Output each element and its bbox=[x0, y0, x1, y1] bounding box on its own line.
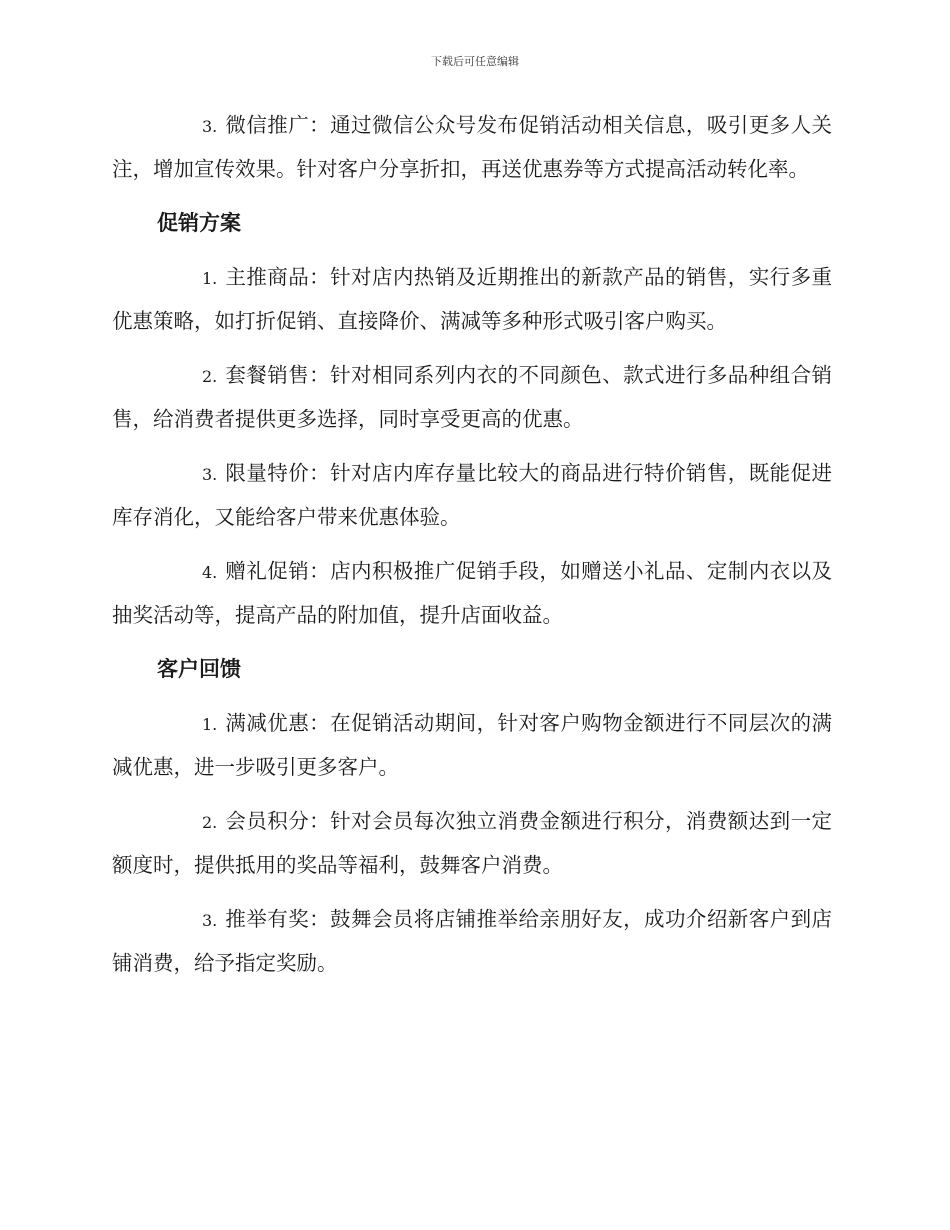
list-item-text: 限量特价：针对店内库存量比较大的商品进行特价销售，既能促进库存消化，又能给客户带来优惠体验。 bbox=[112, 461, 832, 529]
list-item bbox=[112, 898, 832, 985]
document-body bbox=[112, 104, 832, 996]
list-item-text: 满减优惠：在促销活动期间，针对客户购物金额进行不同层次的满减优惠，进一步吸引更多客户。 bbox=[112, 711, 832, 779]
list-item bbox=[112, 800, 832, 887]
list-item-text: 赠礼促销：店内积极推广促销手段，如赠送小礼品、定制内衣以及抽奖活动等，提高产品的附加值，提升店面收益。 bbox=[112, 559, 832, 627]
list-item-number: 2. bbox=[202, 367, 218, 386]
list-item bbox=[112, 550, 832, 637]
list-item bbox=[112, 702, 832, 789]
list-item-text: 推举有奖：鼓舞会员将店铺推举给亲朋好友，成功介绍新客户到店铺消费，给予指定奖励。 bbox=[112, 907, 832, 975]
list-item-number: 1. bbox=[202, 269, 218, 288]
list-item-number: 3. bbox=[202, 117, 218, 136]
list-item bbox=[112, 354, 832, 441]
list-item bbox=[112, 256, 832, 343]
list-item-number: 4. bbox=[202, 563, 218, 582]
list-item-number: 1. bbox=[202, 715, 218, 734]
section-heading: 客户回馈 bbox=[157, 657, 241, 681]
list-item-text: 主推商品：针对店内热销及近期推出的新款产品的销售，实行多重优惠策略，如打折促销、直接降价、满减等多种形式吸引客户购买。 bbox=[112, 265, 832, 333]
list-item-number: 2. bbox=[202, 813, 218, 832]
list-item-number: 3. bbox=[202, 911, 218, 930]
list-item-text: 套餐销售：针对相同系列内衣的不同颜色、款式进行多品种组合销售，给消费者提供更多选择，同时享受更高的优惠。 bbox=[112, 363, 832, 431]
section-heading: 促销方案 bbox=[157, 211, 241, 235]
list-item-number: 3. bbox=[202, 465, 218, 484]
list-item-text: 会员积分：针对会员每次独立消费金额进行积分，消费额达到一定额度时，提供抵用的奖品等福利，鼓舞客户消费。 bbox=[112, 809, 832, 877]
list-item-text: 微信推广：通过微信公众号发布促销活动相关信息，吸引更多人关注，增加宣传效果。针对客户分享折扣，再送优惠券等方式提高活动转化率。 bbox=[112, 113, 832, 181]
list-item bbox=[112, 452, 832, 539]
header-note: 下载后可任意编辑 bbox=[431, 55, 519, 68]
list-item bbox=[112, 104, 832, 191]
